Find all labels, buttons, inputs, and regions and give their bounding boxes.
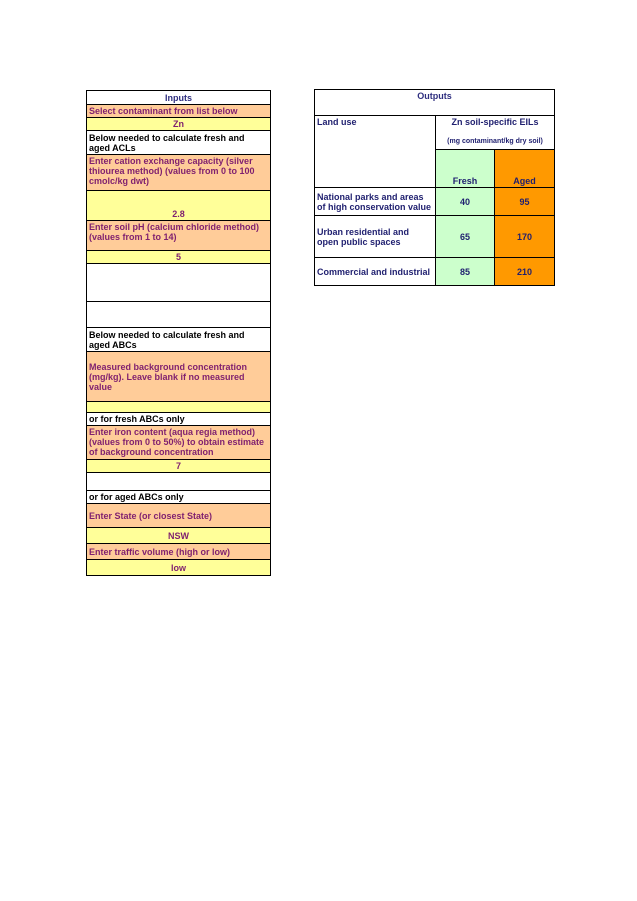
traffic-label: Enter traffic volume (high or low) [87, 544, 271, 560]
aged-value: 95 [495, 188, 555, 216]
fresh-value: 40 [436, 188, 495, 216]
units-label: (mg contaminant/kg dry soil) [436, 136, 555, 150]
inputs-table [86, 90, 271, 576]
aged-header: Aged [495, 150, 555, 188]
iron-input[interactable]: 7 [87, 460, 271, 473]
land-use-header: Land use [315, 116, 436, 188]
fresh-only-note: or for fresh ABCs only [87, 413, 271, 426]
cec-input[interactable]: 2.8 [87, 191, 271, 221]
background-input[interactable] [87, 402, 271, 413]
blank-row-2 [87, 302, 271, 328]
fresh-header: Fresh [436, 150, 495, 188]
state-label: Enter State (or closest State) [87, 504, 271, 528]
inputs-title: Inputs [87, 91, 271, 105]
acl-note: Below needed to calculate fresh and aged ACLs [87, 131, 271, 155]
background-label: Measured background concentration (mg/kg). Leave blank if no measured value [87, 352, 271, 402]
iron-label: Enter iron content (aqua regia method) (values from 0 to 50%) to obtain estimate of background concentration [87, 426, 271, 460]
abc-note: Below needed to calculate fresh and aged ABCs [87, 328, 271, 352]
cec-label: Enter cation exchange capacity (silver thiourea method) (values from 0 to 100 cmolc/kg dwt) [87, 155, 271, 191]
outputs-title: Outputs [315, 90, 555, 116]
outputs-table [314, 89, 555, 286]
spacer-row [87, 473, 271, 491]
aged-value: 170 [495, 216, 555, 258]
blank-row-1 [87, 264, 271, 302]
land-use-cell: National parks and areas of high conservation value [315, 188, 436, 216]
eil-header: Zn soil-specific EILs [436, 116, 555, 136]
state-input[interactable]: NSW [87, 528, 271, 544]
traffic-input[interactable]: low [87, 560, 271, 576]
contaminant-select[interactable]: Zn [87, 118, 271, 131]
ph-input[interactable]: 5 [87, 251, 271, 264]
aged-value: 210 [495, 258, 555, 286]
aged-only-note: or for aged ABCs only [87, 491, 271, 504]
fresh-value: 65 [436, 216, 495, 258]
land-use-cell: Urban residential and open public spaces [315, 216, 436, 258]
ph-label: Enter soil pH (calcium chloride method) (values from 1 to 14) [87, 221, 271, 251]
select-contaminant-label: Select contaminant from list below [87, 105, 271, 118]
fresh-value: 85 [436, 258, 495, 286]
land-use-cell: Commercial and industrial [315, 258, 436, 286]
